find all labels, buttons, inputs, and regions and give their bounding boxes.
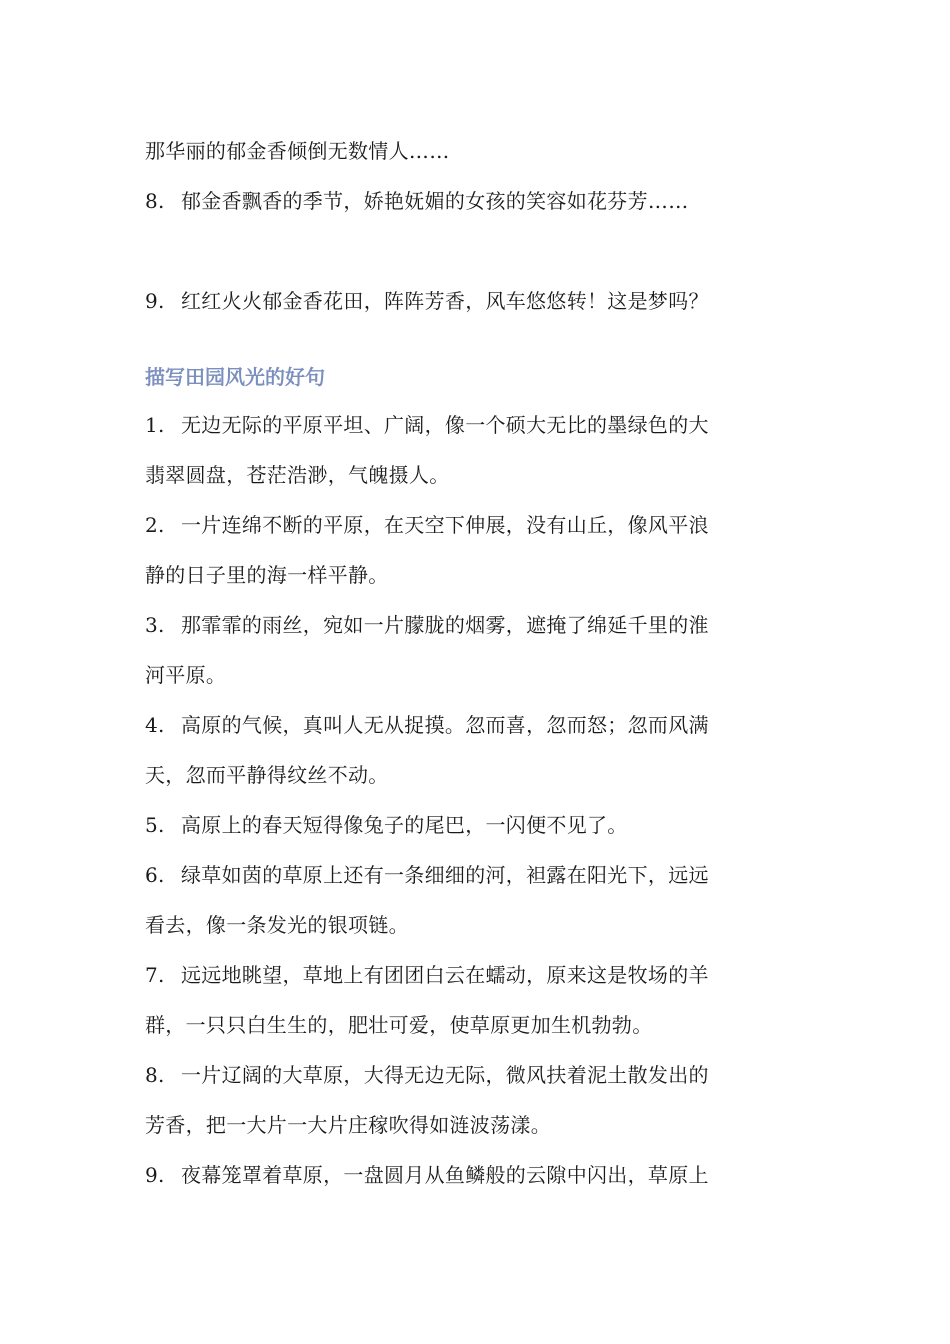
item-text: 高原上的春天短得像兔子的尾巴，一闪便不见了。 [181, 813, 628, 837]
item-text: 绿草如茵的草原上还有一条细细的河，袒露在阳光下，远远 [181, 863, 709, 887]
item-continuation: 芳香，把一大片一大片庄稼吹得如涟波荡漾。 [145, 1113, 551, 1137]
list-item [145, 410, 709, 440]
list-item [145, 186, 689, 216]
item-number: 9. [145, 289, 165, 313]
item-continuation: 看去，像一条发光的银项链。 [145, 913, 409, 937]
item-text: 无边无际的平原平坦、广阔，像一个硕大无比的墨绿色的大 [181, 413, 709, 437]
list-item [145, 810, 628, 840]
list-item [145, 510, 709, 540]
list-item [145, 710, 709, 740]
item-continuation: 静的日子里的海一样平静。 [145, 563, 389, 587]
item-text: 红红火火郁金香花田，阵阵芳香，风车悠悠转！这是梦吗？ [181, 289, 709, 313]
list-item [145, 286, 709, 316]
item-text: 远远地眺望，草地上有团团白云在蠕动，原来这是牧场的羊 [181, 963, 709, 987]
item-number: 8. [145, 189, 165, 213]
item-continuation: 天，忽而平静得纹丝不动。 [145, 763, 389, 787]
item-continuation: 河平原。 [145, 663, 227, 687]
item-number: 4. [145, 713, 165, 737]
continuation-line: 那华丽的郁金香倾倒无数情人…… [145, 139, 450, 163]
item-number: 9. [145, 1163, 165, 1187]
list-item [145, 610, 709, 640]
item-number: 3. [145, 613, 165, 637]
item-text: 高原的气候，真叫人无从捉摸。忽而喜，忽而怒；忽而风满 [181, 713, 709, 737]
list-item [145, 960, 709, 990]
item-text: 一片连绵不断的平原，在天空下伸展，没有山丘，像风平浪 [181, 513, 709, 537]
item-number: 1. [145, 413, 165, 437]
item-continuation: 群，一只只白生生的，肥壮可爱，使草原更加生机勃勃。 [145, 1013, 653, 1037]
item-text: 一片辽阔的大草原，大得无边无际，微风扶着泥土散发出的 [181, 1063, 709, 1087]
list-item [145, 1160, 709, 1190]
item-continuation: 翡翠圆盘，苍茫浩渺，气魄摄人。 [145, 463, 450, 487]
list-item [145, 1060, 709, 1090]
item-number: 2. [145, 513, 165, 537]
list-item [145, 860, 709, 890]
item-text: 郁金香飘香的季节，娇艳妩媚的女孩的笑容如花芬芳…… [181, 189, 689, 213]
item-text: 夜幕笼罩着草原，一盘圆月从鱼鳞般的云隙中闪出，草原上 [181, 1163, 709, 1187]
item-number: 5. [145, 813, 165, 837]
item-number: 7. [145, 963, 165, 987]
section-heading: 描写田园风光的好句 [145, 365, 325, 389]
item-text: 那霏霏的雨丝，宛如一片朦胧的烟雾，遮掩了绵延千里的淮 [181, 613, 709, 637]
item-number: 6. [145, 863, 165, 887]
item-number: 8. [145, 1063, 165, 1087]
